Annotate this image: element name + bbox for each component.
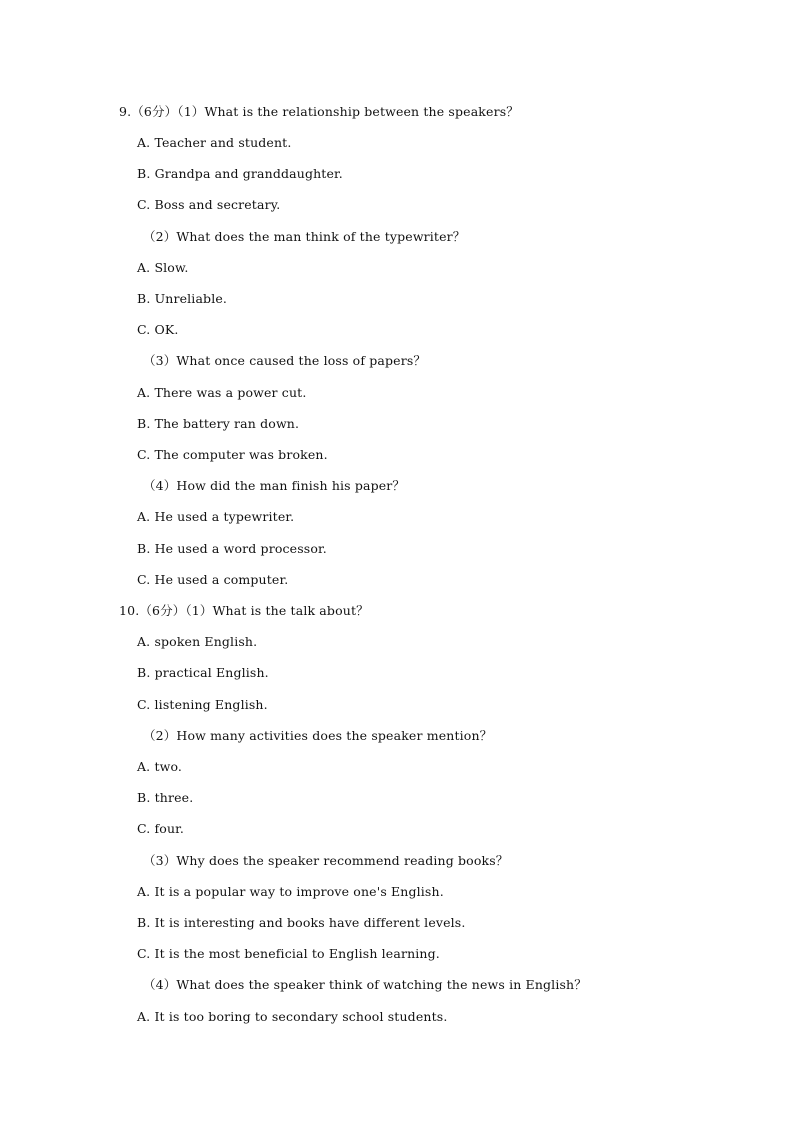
subquestion-heading (143, 853, 508, 869)
option-c (137, 197, 280, 213)
option-text: Boss and secretary. (154, 197, 281, 212)
option-a (137, 634, 257, 650)
option-letter: B. (137, 416, 151, 431)
question-9-heading (119, 104, 519, 120)
subquestion-text: What does the speaker think of watching the news in English？ (176, 977, 587, 992)
subquestion-heading (143, 728, 492, 744)
option-text: OK. (154, 322, 179, 337)
option-a (137, 759, 182, 775)
option-a (137, 884, 444, 900)
option-text: Slow. (154, 260, 189, 275)
option-text: Grandpa and granddaughter. (154, 166, 343, 181)
subquestion-label: （2） (143, 728, 177, 743)
option-text: It is interesting and books have different levels. (154, 915, 466, 930)
option-b (137, 291, 227, 307)
option-letter: A. (137, 1009, 151, 1024)
option-letter: A. (137, 634, 151, 649)
subquestion-text: How did the man finish his paper？ (176, 478, 406, 493)
option-b (137, 915, 465, 931)
option-a (137, 509, 294, 525)
option-text: four. (154, 821, 185, 836)
option-letter: C. (137, 197, 151, 212)
question-points: （6分） (131, 104, 178, 119)
option-b (137, 416, 299, 432)
subquestion-text: What is the relationship between the speakers？ (204, 104, 519, 119)
subquestion-label: （1） (185, 603, 213, 618)
option-text: The computer was broken. (154, 447, 328, 462)
question-number: 9. (119, 104, 132, 119)
option-c (137, 946, 440, 962)
subquestion-label: （2） (143, 229, 177, 244)
subquestion-text: What once caused the loss of papers？ (176, 353, 427, 368)
subquestion-heading (143, 353, 426, 369)
option-letter: B. (137, 291, 151, 306)
option-letter: A. (137, 135, 151, 150)
option-letter: B. (137, 541, 151, 556)
option-letter: A. (137, 260, 151, 275)
subquestion-label: （3） (143, 853, 177, 868)
subquestion-label: （3） (143, 353, 177, 368)
option-letter: B. (137, 790, 151, 805)
option-c (137, 447, 328, 463)
option-letter: C. (137, 572, 151, 587)
option-text: spoken English. (154, 634, 258, 649)
option-b (137, 166, 343, 182)
option-a (137, 385, 306, 401)
option-letter: A. (137, 759, 151, 774)
question-points: （6分） (139, 603, 186, 618)
option-text: listening English. (154, 697, 268, 712)
question-number: 10. (119, 603, 140, 618)
option-text: practical English. (154, 665, 269, 680)
option-letter: C. (137, 322, 151, 337)
option-c (137, 821, 184, 837)
option-a (137, 1009, 447, 1025)
option-text: two. (154, 759, 183, 774)
option-letter: C. (137, 946, 151, 961)
option-text: He used a word processor. (154, 541, 327, 556)
option-text: There was a power cut. (154, 385, 307, 400)
subquestion-label: （4） (143, 478, 177, 493)
option-a (137, 135, 291, 151)
option-letter: A. (137, 385, 151, 400)
question-10-heading (119, 603, 369, 619)
option-b (137, 790, 193, 806)
option-letter: C. (137, 447, 151, 462)
option-b (137, 541, 327, 557)
option-letter: A. (137, 884, 151, 899)
option-text: three. (154, 790, 194, 805)
option-text: He used a typewriter. (154, 509, 295, 524)
option-text: It is too boring to secondary school students. (154, 1009, 448, 1024)
option-letter: C. (137, 821, 151, 836)
subquestion-label: （4） (143, 977, 177, 992)
subquestion-heading (143, 478, 405, 494)
subquestion-label: （1） (177, 104, 205, 119)
option-text: Teacher and student. (154, 135, 292, 150)
subquestion-heading (143, 977, 587, 993)
option-letter: A. (137, 509, 151, 524)
option-letter: B. (137, 915, 151, 930)
option-c (137, 322, 179, 338)
subquestion-text: How many activities does the speaker mention？ (176, 728, 493, 743)
option-a (137, 260, 188, 276)
option-letter: B. (137, 665, 151, 680)
option-text: It is the most beneficial to English learning. (154, 946, 440, 961)
option-b (137, 665, 269, 681)
option-letter: C. (137, 697, 151, 712)
option-c (137, 572, 288, 588)
option-text: The battery ran down. (154, 416, 300, 431)
option-text: It is a popular way to improve one's English. (154, 884, 444, 899)
option-text: Unreliable. (154, 291, 228, 306)
option-c (137, 697, 268, 713)
subquestion-text: What does the man think of the typewriter？ (176, 229, 466, 244)
subquestion-text: What is the talk about？ (212, 603, 369, 618)
option-letter: B. (137, 166, 151, 181)
option-text: He used a computer. (154, 572, 289, 587)
subquestion-heading (143, 229, 465, 245)
subquestion-text: Why does the speaker recommend reading books？ (176, 853, 509, 868)
